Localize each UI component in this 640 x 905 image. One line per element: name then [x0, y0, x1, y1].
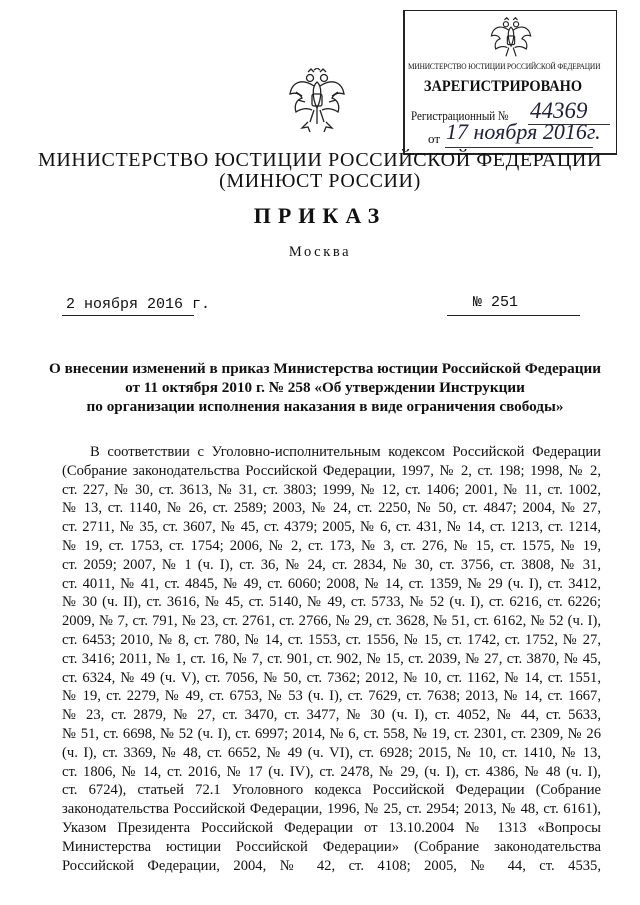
order-title: [40, 359, 610, 416]
order-number: № 251: [473, 294, 519, 311]
body-line: ст. 2711, № 35, ст. 3607, № 45, ст. 4379; 2005, № 6, ст. 431, № 14, ст. 1213, ст. 1214,: [62, 519, 601, 536]
body-line: Министерства юстиции Российской Федерации» (Собрание законодательства: [62, 838, 601, 855]
body-line: № 13, ст. 1140, № 26, ст. 2589; 2003, № 24, ст. 2250, № 50, ст. 4847; 2004, № 27,: [62, 500, 601, 517]
order-body: [62, 443, 601, 875]
body-line: ст. 6453; 2010, № 8, ст. 780, № 14, ст. 1553, ст. 1556, № 15, ст. 1742, ст. 1752, № 27,: [62, 631, 601, 648]
stamp-date-prefix: от: [428, 131, 441, 146]
body-line: законодательства Российской Федерации, 1996, № 25, ст. 2954; 2013, № 48, ст. 6161),: [62, 801, 601, 818]
title-line: от 11 октября 2010 г. № 258 «Об утверждении Инструкции: [125, 379, 525, 396]
body-line: № 23, ст. 2879, № 27, ст. 3470, ст. 3477, № 30 (ч. I), ст. 4052, № 44, ст. 5633,: [62, 707, 601, 724]
stamp-registered-text: ЗАРЕГИСТРИРОВАНО: [423, 78, 583, 95]
body-line: 2009, № 7, ст. 791, № 23, ст. 2761, ст. 2766, № 29, ст. 3628, № 51, ст. 6162, № 52 (ч. I),: [62, 613, 601, 630]
stamp-regno-value: 44369: [530, 98, 588, 123]
stamp-regno-label: Регистрационный №: [411, 108, 509, 123]
body-line: № 19, ст. 2279, № 49, ст. 6753, № 53 (ч. I), ст. 7629, ст. 7638; 2013, № 14, ст. 1667,: [62, 688, 601, 705]
stamp-ministry-text: МИНИСТЕРСТВО ЮСТИЦИИ РОССИЙСКОЙ ФЕДЕРАЦИИ: [408, 61, 601, 71]
body-line: № 19, ст. 1753, ст. 1754; 2006, № 2, ст. 173, № 3, ст. 276, № 15, ст. 1575, № 19,: [62, 537, 601, 554]
ministry-short-name: (МИНЮСТ РОССИИ): [219, 170, 421, 192]
title-line: О внесении изменений в приказ Министерства юстиции Российской Федерации: [48, 360, 601, 377]
order-number-line: [447, 315, 580, 316]
body-line: ст. 2059; 2007, № 1 (ч. I), ст. 36, № 24, ст. 2834, № 30, ст. 3756, ст. 3808, № 31,: [62, 556, 601, 573]
body-line: ст. 227, № 30, ст. 3613, № 31, ст. 3803; 1999, № 12, ст. 1406; 2001, № 11, ст. 1002,: [62, 481, 601, 498]
title-line: по организации исполнения наказания в виде ограничения свободы»: [86, 398, 564, 415]
document-type: ПРИКАЗ: [253, 203, 387, 228]
stamp-date-value: 17 ноября 2016г.: [446, 119, 601, 144]
coat-of-arms-icon: [288, 68, 346, 134]
stamp-date-underline: [445, 147, 593, 148]
body-line: № 30 (ч. II), ст. 3616, № 45, ст. 5140, № 49, ст. 5733, № 52 (ч. I), ст. 6216, ст. 6226;: [62, 594, 601, 611]
city: Москва: [288, 244, 352, 260]
order-date: 2 ноября 2016 г.: [66, 296, 211, 313]
body-line: (Собрание законодательства Российской Федерации, 1997, № 2, ст. 198; 1998, № 2,: [62, 462, 601, 479]
order-date-line: [62, 315, 194, 316]
body-line: № 51, ст. 6698, № 52 (ч. I), ст. 6997; 2014, № 6, ст. 558, № 19, ст. 2301, ст. 2309, № 26: [62, 725, 601, 742]
body-line: (ч. I), ст. 3369, № 48, ст. 6652, № 49 (ч. VI), ст. 6928; 2015, № 10, ст. 1410, № 13,: [62, 744, 601, 761]
ministry-name: МИНИСТЕРСТВО ЮСТИЦИИ РОССИЙСКОЙ ФЕДЕРАЦИИ: [38, 149, 602, 171]
body-line: Указом Президента Российской Федерации от 13.10.2004 № 1313 «Вопросы: [62, 819, 601, 836]
stamp-coat-of-arms-icon: [489, 17, 533, 65]
body-line: Российской Федерации, 2004, № 42, ст. 4108; 2005, № 44, ст. 4535,: [62, 857, 601, 874]
body-line: ст. 4011, № 41, ст. 4845, № 49, ст. 6060; 2008, № 14, ст. 1359, № 29 (ч. I), ст. 3412,: [62, 575, 601, 592]
body-line: ст. 6724), статьей 72.1 Уголовного кодекса Российской Федерации (Собрание: [62, 782, 601, 799]
body-line: В соответствии с Уголовно-исполнительным кодексом Российской Федерации: [90, 444, 601, 460]
body-line: ст. 1806, № 14, ст. 2016, № 17 (ч. IV), ст. 2478, № 29, (ч. I), ст. 4386, № 48 (ч. I),: [62, 763, 601, 780]
body-line: ст. 3416; 2011, № 1, ст. 16, № 7, ст. 901, ст. 902, № 15, ст. 2039, № 27, ст. 3870, № 45,: [62, 650, 601, 667]
body-line: ст. 6324, № 49 (ч. V), ст. 7056, № 50, ст. 7362; 2012, № 10, ст. 1162, № 14, ст. 1551,: [62, 669, 601, 686]
